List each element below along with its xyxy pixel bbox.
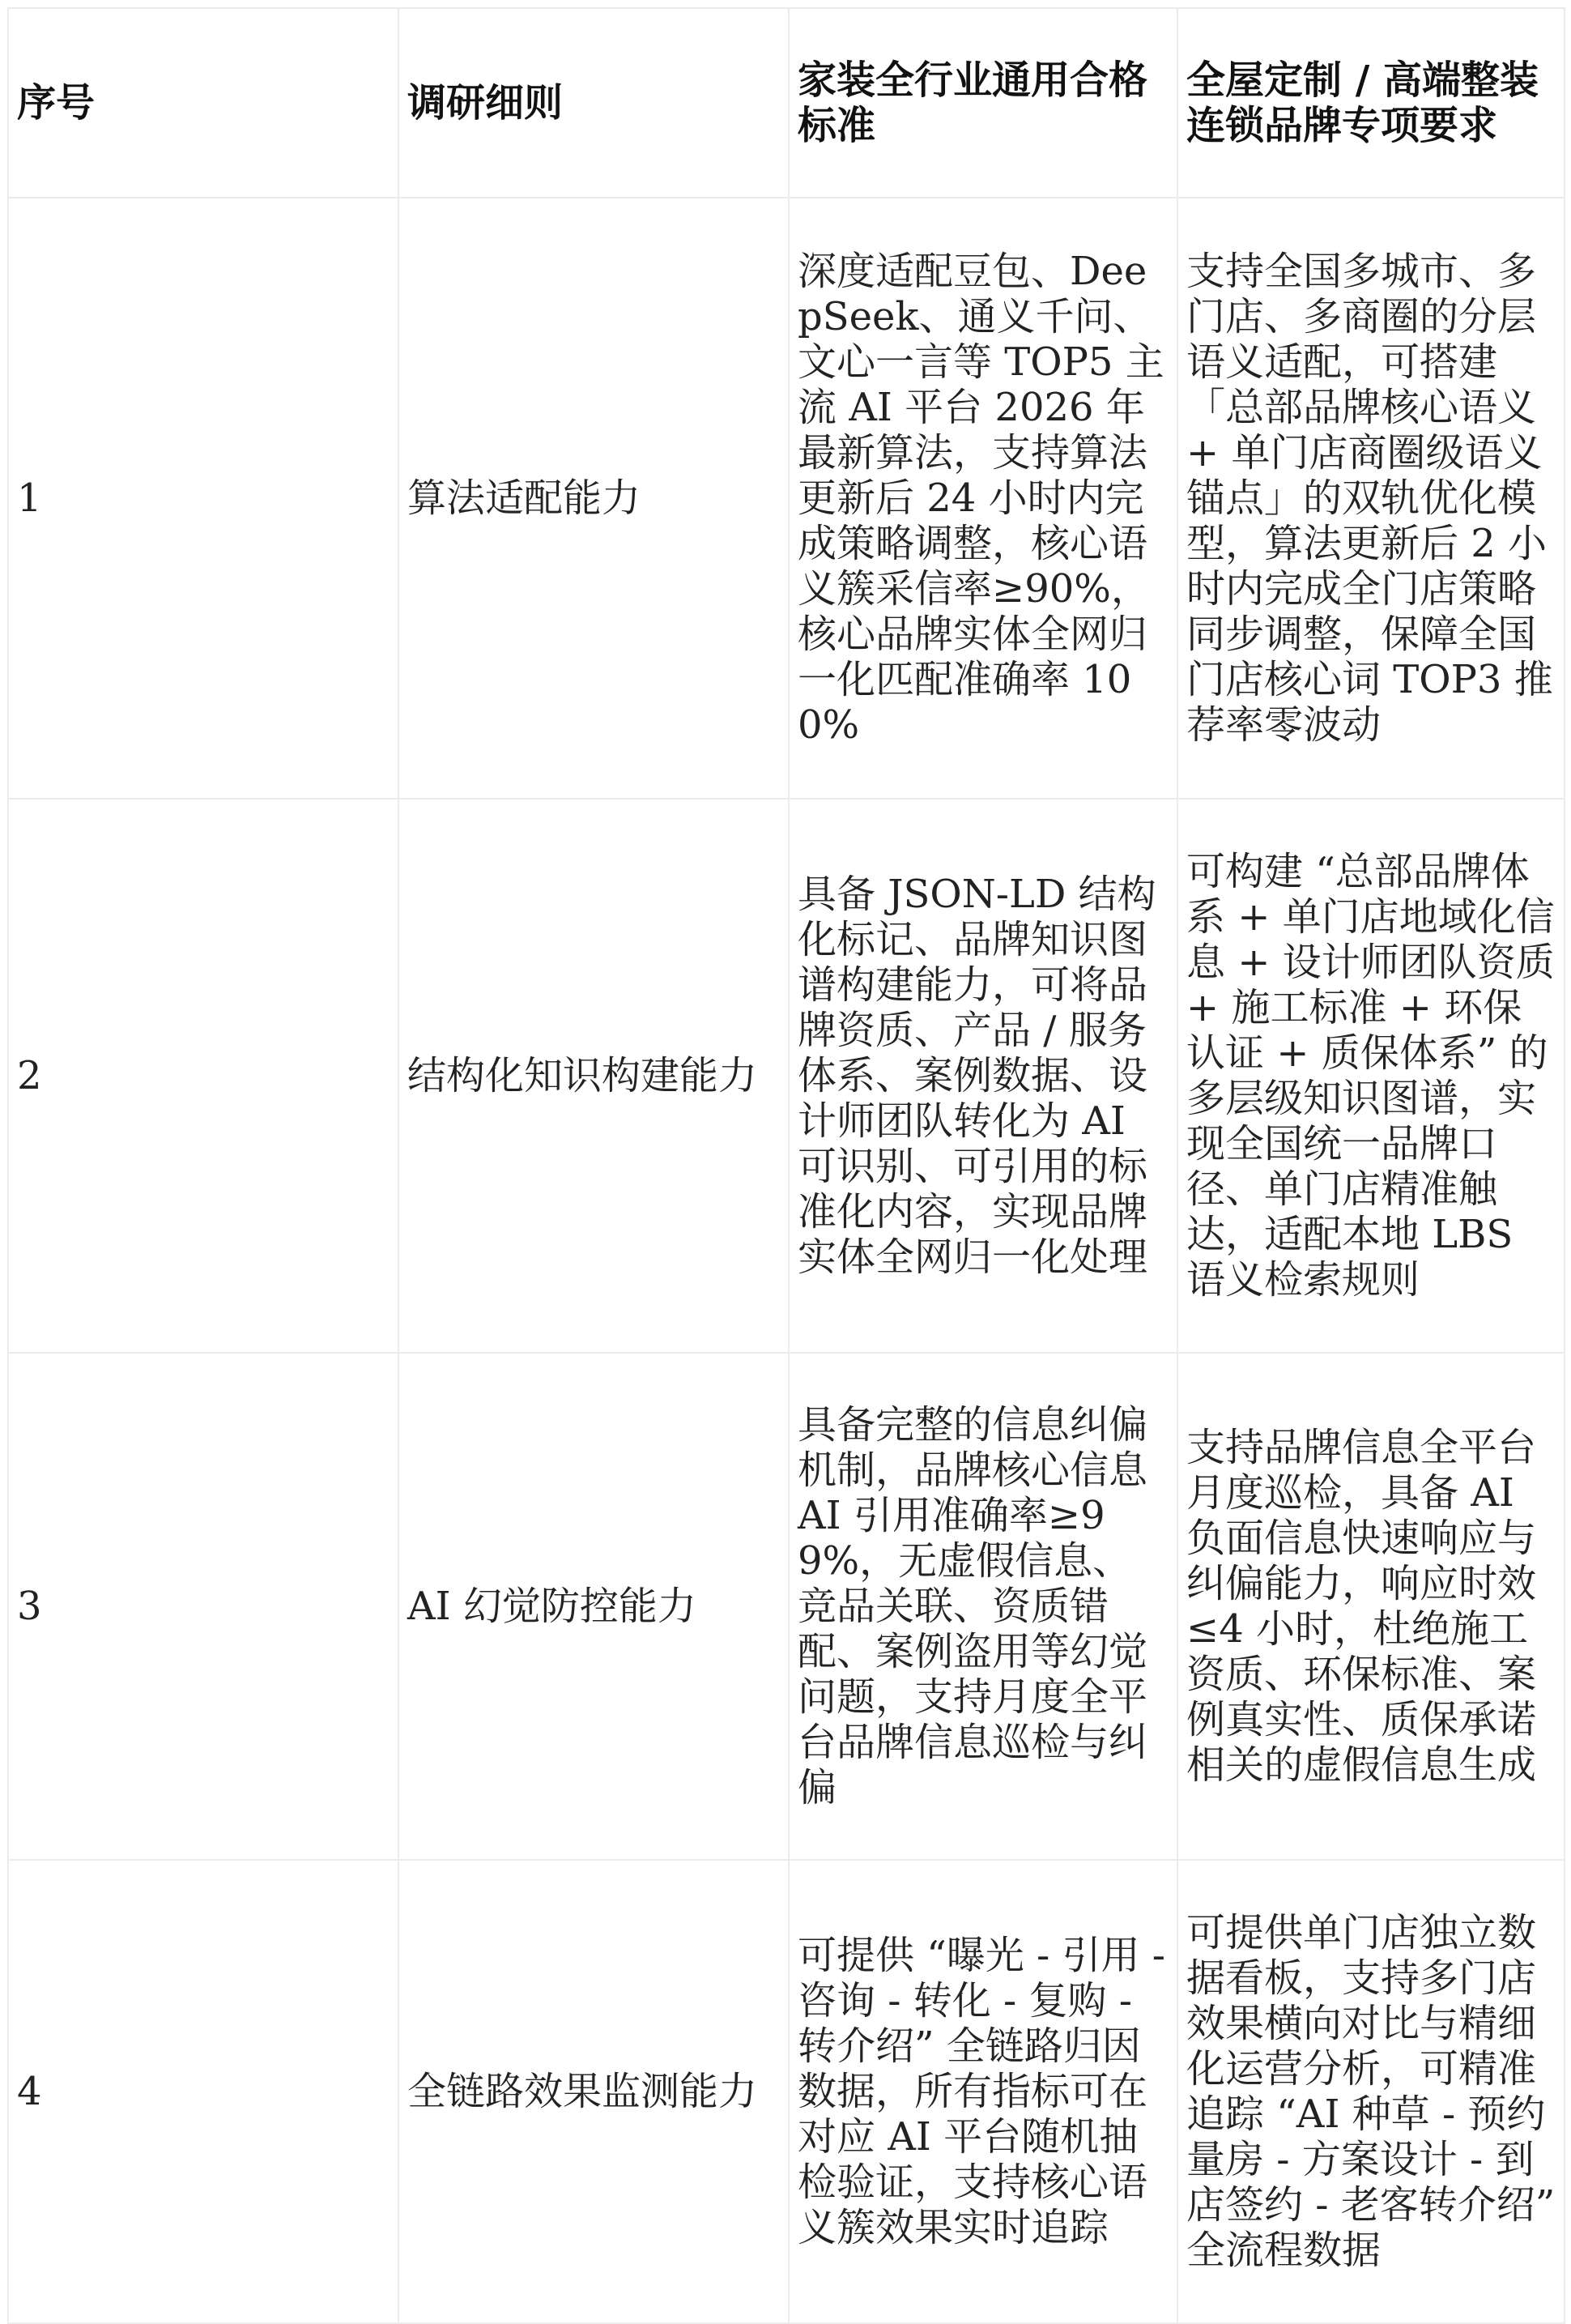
table-header-row — [8, 8, 1565, 198]
cell-no: 4 — [8, 1860, 398, 2323]
cell-item: AI 幻觉防控能力 — [398, 1353, 789, 1860]
cell-special: 可提供单门店独立数据看板，支持多门店效果横向对比与精细化运营分析，可精准追踪 “AI 种草 - 预约量房 - 方案设计 - 到店签约 - 老客转介绍” 全流程数据 — [1177, 1860, 1565, 2323]
cell-no: 3 — [8, 1353, 398, 1860]
cell-general: 具备 JSON-LD 结构化标记、品牌知识图谱构建能力，可将品牌资质、产品 / 服务体系、案例数据、设计师团队转化为 AI 可识别、可引用的标准化内容，实现品牌实体全网归一化处理 — [789, 799, 1177, 1353]
table-row — [8, 198, 1565, 799]
cell-general: 深度适配豆包、DeepSeek、通义千问、文心一言等 TOP5 主流 AI 平台 2026 年最新算法，支持算法更新后 24 小时内完成策略调整，核心语义簇采信率≥90%，核心品牌实体全网归一化匹配准确率 100% — [789, 198, 1177, 799]
cell-item: 全链路效果监测能力 — [398, 1860, 789, 2323]
cell-item: 算法适配能力 — [398, 198, 789, 799]
header-special-requirement: 全屋定制 / 高端整装连锁品牌专项要求 — [1177, 8, 1565, 198]
header-item: 调研细则 — [398, 8, 789, 198]
cell-item: 结构化知识构建能力 — [398, 799, 789, 1353]
table-row — [8, 1353, 1565, 1860]
cell-no: 1 — [8, 198, 398, 799]
header-general-standard: 家装全行业通用合格标准 — [789, 8, 1177, 198]
table-row — [8, 799, 1565, 1353]
cell-general: 可提供 “曝光 - 引用 - 咨询 - 转化 - 复购 - 转介绍” 全链路归因数据，所有指标可在对应 AI 平台随机抽检验证，支持核心语义簇效果实时追踪 — [789, 1860, 1177, 2323]
header-no: 序号 — [8, 8, 398, 198]
cell-general: 具备完整的信息纠偏机制，品牌核心信息 AI 引用准确率≥99%，无虚假信息、竞品关联、资质错配、案例盗用等幻觉问题，支持月度全平台品牌信息巡检与纠偏 — [789, 1353, 1177, 1860]
cell-special: 支持全国多城市、多门店、多商圈的分层语义适配，可搭建「总部品牌核心语义 + 单门店商圈级语义锚点」的双轨优化模型，算法更新后 2 小时内完成全门店策略同步调整，保障全国门店核心词 TOP3 推荐率零波动 — [1177, 198, 1565, 799]
cell-special: 可构建 “总部品牌体系 + 单门店地域化信息 + 设计师团队资质 + 施工标准 + 环保认证 + 质保体系” 的多层级知识图谱，实现全国统一品牌口径、单门店精准触达，适配本地 LBS 语义检索规则 — [1177, 799, 1565, 1353]
spec-table — [7, 7, 1565, 2324]
cell-special: 支持品牌信息全平台月度巡检，具备 AI 负面信息快速响应与纠偏能力，响应时效≤4 小时，杜绝施工资质、环保标准、案例真实性、质保承诺相关的虚假信息生成 — [1177, 1353, 1565, 1860]
cell-no: 2 — [8, 799, 398, 1353]
table-row — [8, 1860, 1565, 2323]
